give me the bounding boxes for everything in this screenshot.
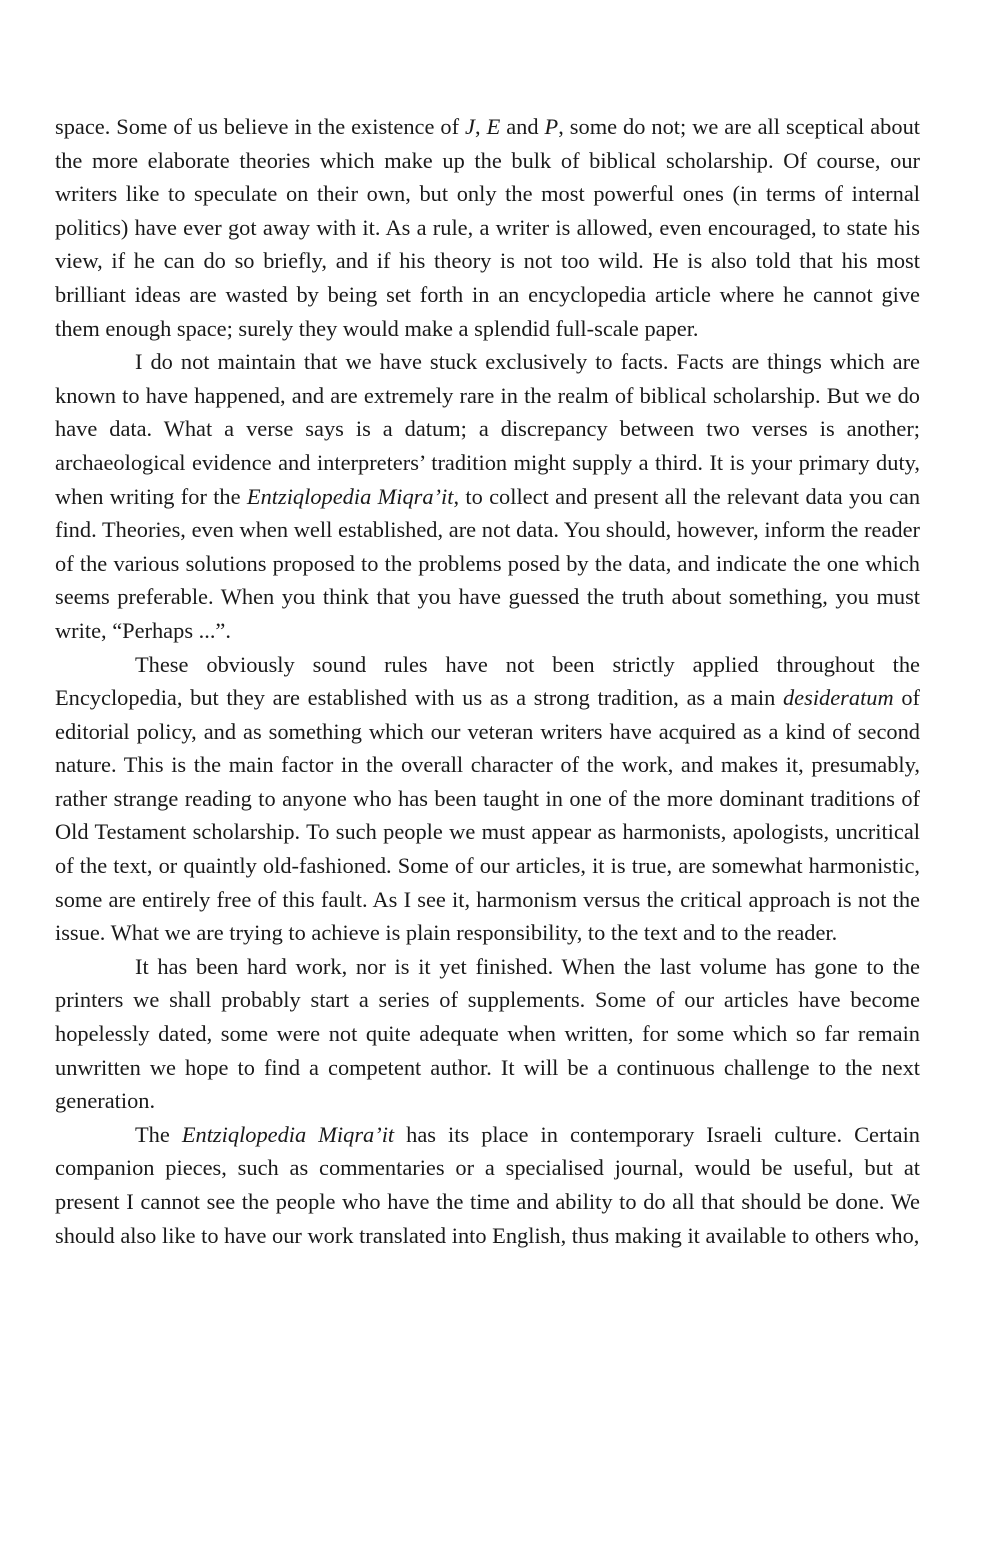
paragraph xyxy=(55,110,920,345)
italic-text: Entziqlopedia Miqra’it xyxy=(181,1121,395,1147)
text-run: I do not maintain that we have stuck exclusively to facts. Facts are things which are known to have happened, and are extremely rare in the realm of biblical scholarship. But we do have data. What a verse says is a datum; a discrepancy between two verses is another; archaeological evidence and interpreters’ tradition might supply a third. It is your primary duty, when writing for the xyxy=(55,349,920,509)
paragraph xyxy=(55,345,920,647)
paragraph xyxy=(55,950,920,1118)
paragraph xyxy=(55,1118,920,1252)
text-run: has its place in contemporary Israeli culture. Certain companion pieces, such as commentaries or a specialised journal, would be useful, but at present I cannot see the people who have the time and ability to do all that should be done. We should also like to have our work translated into English, thus making it available to others who, xyxy=(55,1121,920,1248)
text-run: , some do not; we are all sceptical about the more elaborate theories which make up the bulk of biblical scholarship. Of course, our writers like to speculate on their own, but only the most powerful ones (in terms of internal politics) have ever got away with it. As a rule, a writer is allowed, even encouraged, to state his view, if he can do so briefly, and if his theory is not too wild. He is also told that his most brilliant ideas are wasted by being set forth in an encyclopedia article where he cannot give them enough space; surely they would make a splendid full-scale paper. xyxy=(55,114,920,341)
italic-text: P xyxy=(544,114,559,139)
text-run: These obviously sound rules have not been strictly applied throughout the Encyclopedia, but they are established with us as a strong tradition, as a main xyxy=(55,651,920,711)
text-run: The xyxy=(135,1121,182,1147)
italic-text: J xyxy=(465,114,475,139)
italic-text: desideratum xyxy=(782,685,894,711)
paragraph xyxy=(55,648,920,950)
text-run: , to collect and present all the relevant data you can find. Theories, even when well established, are not data. You should, however, inform the reader of the various solutions proposed to the problems posed by the data, and indicate the one which seems preferable. When you think that you have guessed the truth about something, you must write, “Perhaps ...”. xyxy=(55,483,921,643)
italic-text: Entziqlopedia Miqra’it xyxy=(246,483,454,509)
text-run: It has been hard work, nor is it yet finished. When the last volume has gone to the printers we shall probably start a series of supplements. Some of our articles have become hopelessly dated, some were not quite adequate when written, for some which so far remain unwritten we hope to find a competent author. It will be a continuous challenge to the next generation. xyxy=(55,953,920,1114)
text-run: and xyxy=(500,114,545,139)
body-text xyxy=(55,110,920,1252)
text-run: , xyxy=(474,114,487,139)
text-run: space. Some of us believe in the existence of xyxy=(55,114,466,139)
italic-text: E xyxy=(486,114,501,139)
text-run: of editorial policy, and as something which our veteran writers have acquired as a kind of second nature. This is the main factor in the overall character of the work, and makes it, presumably, rather strange reading to anyone who has been taught in one of the more dominant traditions of Old Testament scholarship. To such people we must appear as harmonists, apologists, uncritical of the text, or quaintly old-fashioned. Some of our articles, it is true, are somewhat harmonistic, some are entirely free of this fault. As I see it, harmonism versus the critical approach is not the issue. What we are trying to achieve is plain responsibility, to the text and to the reader. xyxy=(55,685,920,946)
